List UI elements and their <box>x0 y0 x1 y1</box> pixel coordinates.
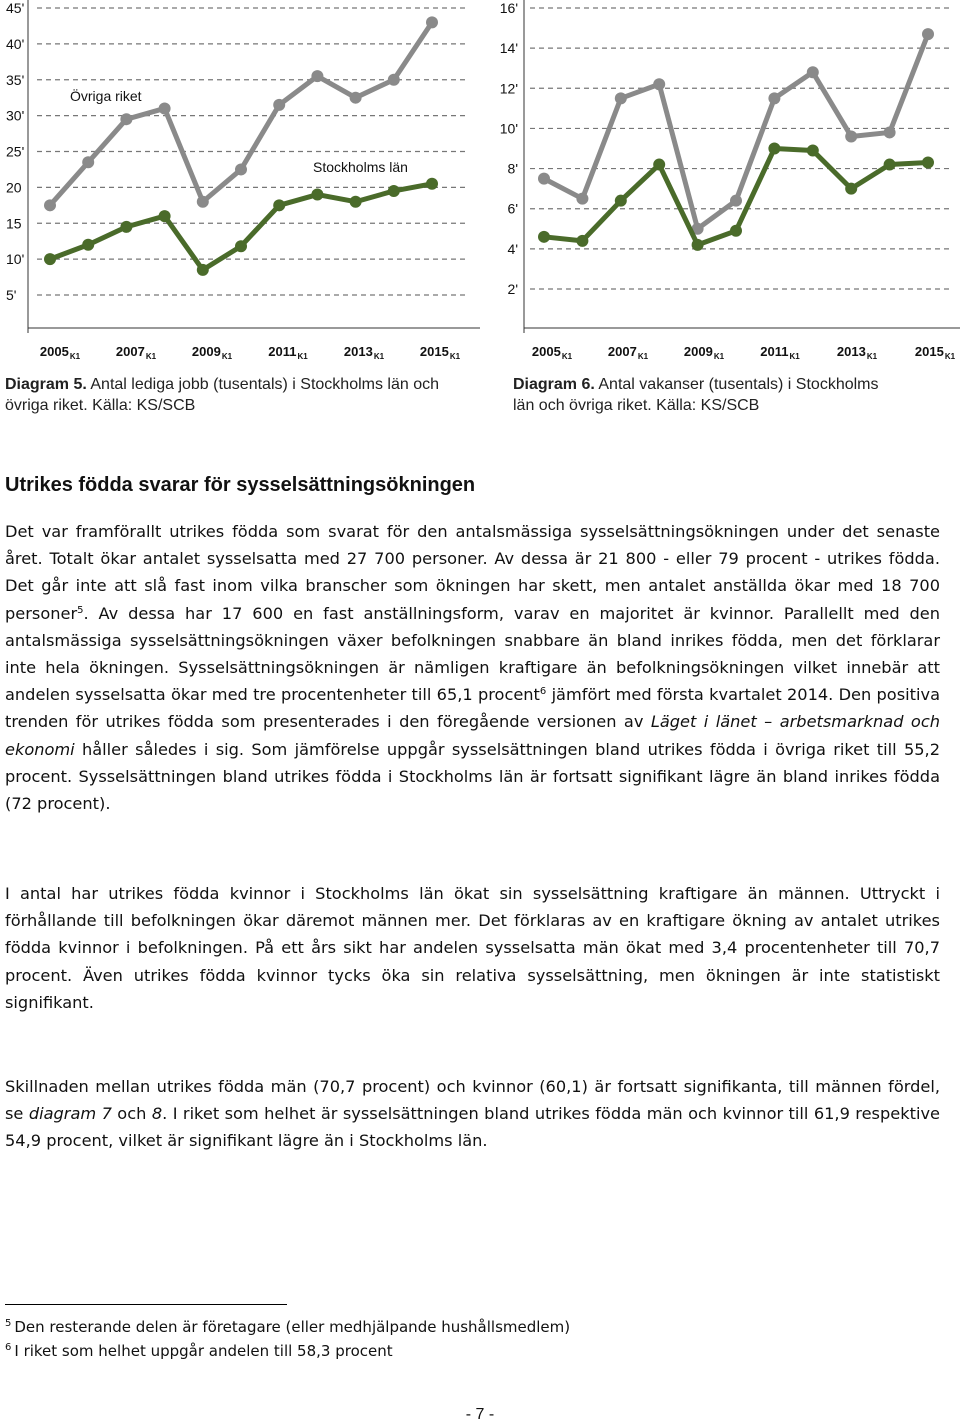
data-point <box>350 92 362 104</box>
x-tick-label: $2011_{K1}$ <box>760 344 800 361</box>
data-point <box>807 66 819 78</box>
data-point <box>159 210 171 222</box>
data-point <box>768 143 780 155</box>
caption-diagram-6 <box>513 374 953 416</box>
data-point <box>159 102 171 114</box>
data-point <box>235 163 247 175</box>
data-point <box>350 196 362 208</box>
x-tick-label: $2005_{K1}$ <box>531 344 573 361</box>
y-tick-label: 4' <box>507 240 518 257</box>
x-tick-label: $2015_{K1}$ <box>914 344 956 361</box>
x-tick-label: $2015_{K1}$ <box>419 344 461 361</box>
data-point <box>922 157 934 169</box>
data-point <box>884 159 896 171</box>
data-point <box>311 189 323 201</box>
x-tick-label: $2013_{K1}$ <box>836 344 878 361</box>
caption-title: Diagram 5. <box>5 376 87 393</box>
data-point <box>44 199 56 211</box>
y-tick-label: 40' <box>6 35 25 52</box>
data-point <box>768 92 780 104</box>
data-point <box>82 239 94 251</box>
x-tick-label: $2011_{K1}$ <box>268 344 308 361</box>
y-tick-label: 20 <box>6 179 22 196</box>
data-point <box>44 253 56 265</box>
caption-text: län och övriga riket. Källa: KS/SCB <box>513 397 760 414</box>
data-point <box>730 195 742 207</box>
y-tick-label: 35' <box>6 71 25 88</box>
data-point <box>426 178 438 190</box>
x-tick-label: $2009_{K1}$ <box>191 344 233 361</box>
footnote-6: $^6$ I riket som helhet uppgår andelen till 58,3 procent <box>5 1342 393 1360</box>
y-tick-label: 15 <box>6 215 22 232</box>
data-point <box>615 92 627 104</box>
x-tick-label: $2007_{K1}$ <box>115 344 157 361</box>
series-line-1 <box>50 184 432 270</box>
data-point <box>845 130 857 142</box>
caption-diagram-5 <box>5 374 485 416</box>
x-tick-label: $2013_{K1}$ <box>343 344 385 361</box>
footnote-5: $^5$ Den resterande delen är företagare (eller medhjälpande hushållsmedlem) <box>5 1318 571 1336</box>
data-point <box>538 231 550 243</box>
data-point <box>273 99 285 111</box>
series-label: Stockholms län <box>313 159 408 175</box>
data-point <box>235 240 247 252</box>
data-point <box>273 199 285 211</box>
footnote-divider <box>5 1304 287 1305</box>
y-tick-label: 10' <box>499 120 518 137</box>
data-point <box>538 173 550 185</box>
y-tick-label: 2' <box>507 281 518 297</box>
data-point <box>807 145 819 157</box>
y-tick-label: 14' <box>499 40 518 57</box>
data-point <box>692 239 704 251</box>
series-label: Övriga riket <box>70 88 142 104</box>
y-tick-label: 12' <box>499 80 518 97</box>
data-point <box>884 126 896 138</box>
y-tick-label: 5' <box>6 287 17 303</box>
series-line-0 <box>50 22 432 205</box>
data-point <box>576 193 588 205</box>
data-point <box>120 113 132 125</box>
x-tick-label: $2009_{K1}$ <box>683 344 725 361</box>
y-tick-label: 25' <box>6 143 25 160</box>
data-point <box>615 195 627 207</box>
data-point <box>730 225 742 237</box>
data-point <box>576 235 588 247</box>
data-point <box>197 264 209 276</box>
x-tick-label: $2007_{K1}$ <box>607 344 649 361</box>
y-tick-label: 6' <box>507 200 518 217</box>
y-tick-label: 10' <box>6 251 25 268</box>
data-point <box>197 196 209 208</box>
caption-text: Antal lediga jobb (tusentals) i Stockholms län och <box>86 376 440 393</box>
data-point <box>120 221 132 233</box>
footnote-ref: 6 <box>539 686 547 698</box>
y-tick-label: 16' <box>499 0 518 16</box>
y-tick-label: 45' <box>6 0 25 16</box>
x-tick-label: $2005_{K1}$ <box>39 344 81 361</box>
y-tick-label: 8' <box>507 160 518 177</box>
data-point <box>388 185 400 197</box>
caption-text: övriga riket. Källa: KS/SCB <box>5 397 196 414</box>
paragraph-1: Det var framförallt utrikes födda som svarat för den antalsmässiga sysselsättningsökningen under det senaste året. Totalt ökar antalet sysselsatta med 27 700 personer. Av dessa är 21 800 - eller 79 procent - utrikes födda. Det går inte att slå fast inom vilka branscher som ökningen har skett, men antalet anställda ökar med 18 700 personer$^5$. Av dessa har 17 600 en fast anställningsform, varav en majoritet är kvinnor. Parallellt med den antalsmässiga sysselsättningsökningen växer befolkningen snabbare än bland inrikes födda, men det förklarar inte hela ökningen. Sysselsättningsökningen är nämligen kraftigare än befolkningsökningen vilket innebär att andelen sysselsatta ökar med tre procentenheter till 65,1 procent$^6$ jämfört med första kvartalet 2014. Den positiva trenden för utrikes födda som presenterades i den föregående versionen av Läget i länet – arbetsmarknad och ekonomi håller således i sig. Som jämförelse uppgår sysselsättningen bland utrikes födda i övriga riket till 55,2 procent. Sysselsättningen bland utrikes födda i Stockholms län är fortsatt signifikant lägre än bland inrikes födda (72 procent). <box>5 522 940 814</box>
data-point <box>311 70 323 82</box>
chart-diagram-5 <box>0 0 480 345</box>
data-point <box>82 156 94 168</box>
data-point <box>388 74 400 86</box>
section-heading: Utrikes födda svarar för sysselsättningsökningen <box>5 474 476 496</box>
paragraph-3: Skillnaden mellan utrikes födda män (70,7 procent) och kvinnor (60,1) är fortsatt signifikanta, till männen fördel, se diagram 7 och 8. I riket som helhet är sysselsättningen bland utrikes födda män och kvinnor till 61,9 respektive 54,9 procent, vilket är signifikant lägre än i Stockholms län. <box>5 1077 940 1151</box>
footnote-ref: 5 <box>77 604 84 616</box>
paragraph-2: I antal har utrikes födda kvinnor i Stockholms län ökat sin sysselsättning kraftigare än männen. Uttryckt i förhållande till befolkningen ökar däremot männen mer. Det förklaras av en kraftigare ökning av antalet utrikes födda kvinnor i befolkningen. På ett års sikt har andelen sysselsatta män ökat med 3,4 procentenheter till 70,7 procent. Även utrikes födda kvinnor tycks öka sin relativa sysselsättning, men ökningen är inte statistiskt signifikant. <box>5 884 940 1012</box>
data-point <box>653 159 665 171</box>
page-number: - 7 - <box>465 1406 495 1423</box>
y-tick-label: 30' <box>6 107 25 124</box>
caption-text: Antal vakanser (tusentals) i Stockholms <box>594 376 879 393</box>
data-point <box>845 183 857 195</box>
caption-title: Diagram 6. <box>513 376 595 393</box>
data-point <box>922 28 934 40</box>
data-point <box>426 16 438 28</box>
data-point <box>653 78 665 90</box>
chart-diagram-6 <box>480 0 960 345</box>
